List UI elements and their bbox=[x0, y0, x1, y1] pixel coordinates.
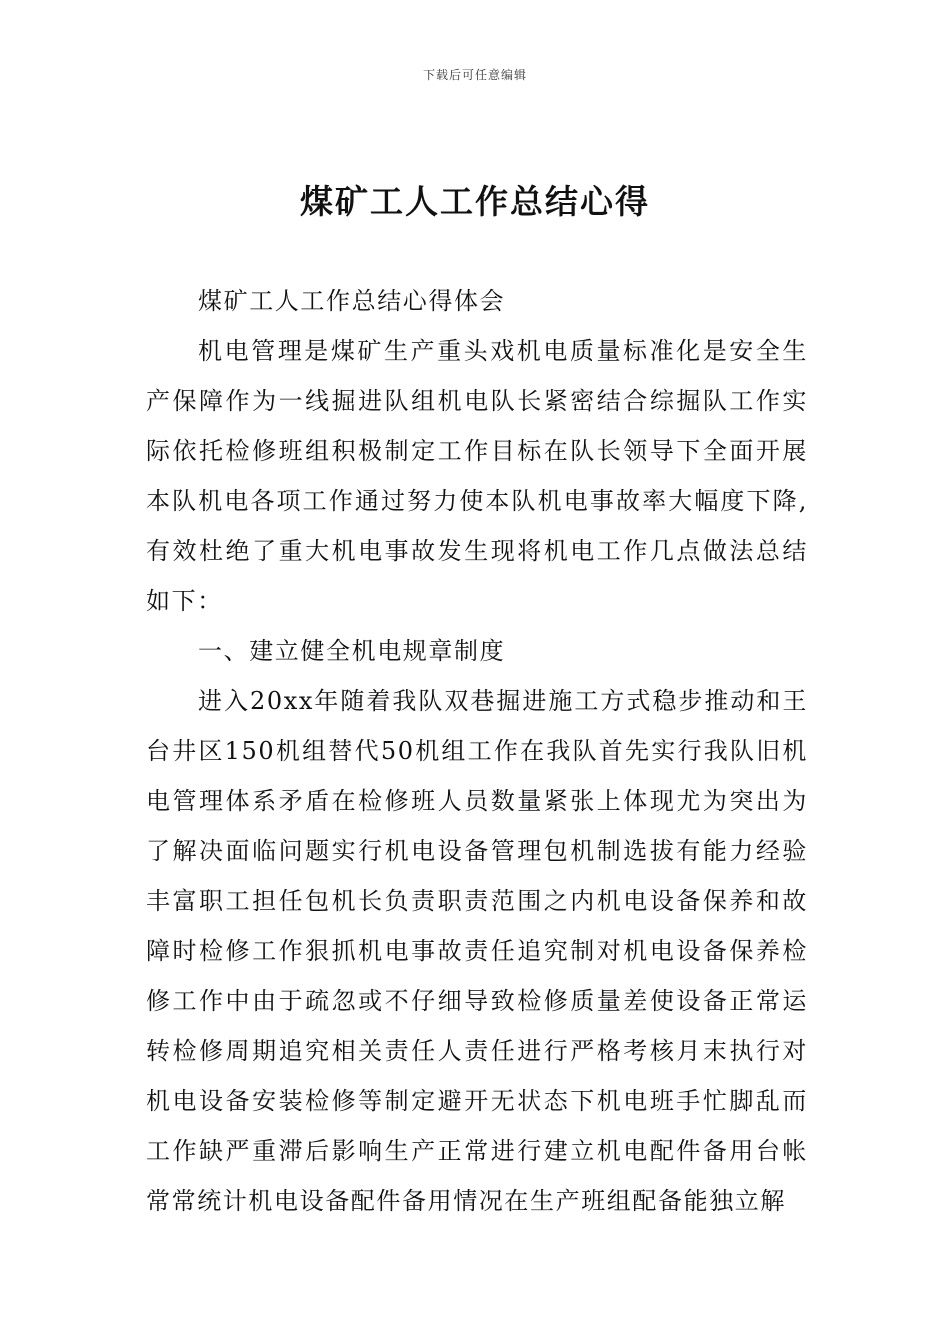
document-body bbox=[146, 276, 808, 1226]
paragraph-intro: 机电管理是煤矿生产重头戏机电质量标准化是安全生产保障作为一线掘进队组机电队长紧密结合综掘队工作实际依托检修班组积极制定工作目标在队长领导下全面开展本队机电各项工作通过努力使本队机电事故率大幅度下降,有效杜绝了重大机电事故发生现将机电工作几点做法总结如下： bbox=[146, 337, 808, 615]
section-heading: 一、建立健全机电规章制度 bbox=[198, 637, 506, 665]
document-title: 煤矿工人工作总结心得 bbox=[300, 182, 650, 221]
paragraph-subtitle: 煤矿工人工作总结心得体会 bbox=[198, 287, 506, 315]
paragraph-section-one: 进入20xx年随着我队双巷掘进施工方式稳步推动和王台井区150机组替代50机组工作在我队首先实行我队旧机电管理体系矛盾在检修班人员数量紧张上体现尤为突出为了解决面临问题实行机电设备管理包机制选拔有能力经验丰富职工担任包机长负责职责范围之内机电设备保养和故障时检修工作狠抓机电事故责任追究制对机电设备保养检修工作中由于疏忽或不仔细导致检修质量差使设备正常运转检修周期追究相关责任人责任进行严格考核月末执行对机电设备安装检修等制定避开无状态下机电班手忙脚乱而工作缺严重滞后影响生产正常进行建立机电配件备用台帐常常统计机电设备配件备用情况在生产班组配备能独立解 bbox=[146, 687, 808, 1215]
header-note: 下载后可任意编辑 bbox=[422, 68, 527, 82]
